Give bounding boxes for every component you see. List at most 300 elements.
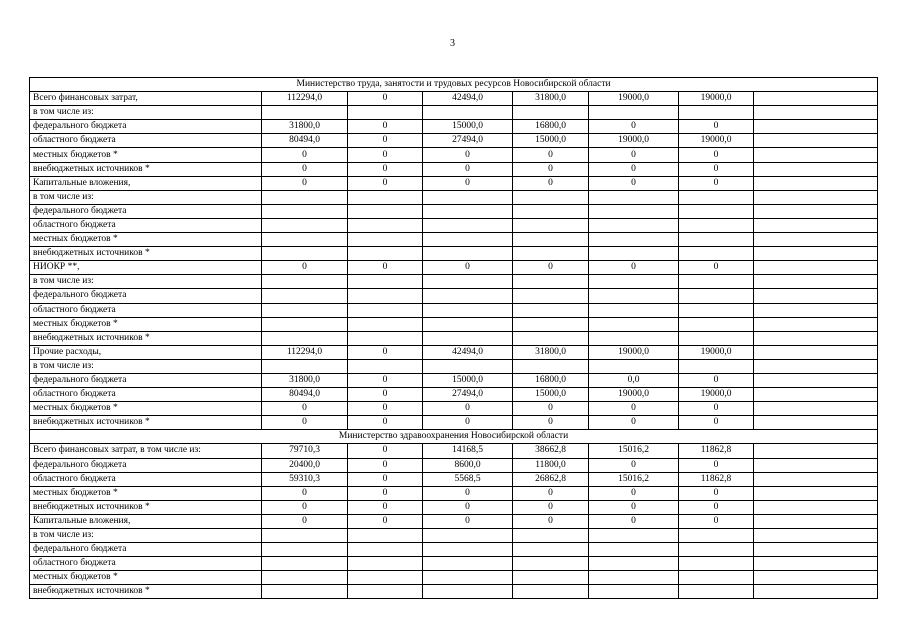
- row-label-cell: местных бюджетов *: [30, 233, 262, 247]
- value-cell: 0: [679, 261, 754, 275]
- value-cell: [513, 543, 589, 557]
- value-cell: [589, 303, 679, 317]
- value-cell: [262, 303, 348, 317]
- value-cell: [262, 529, 348, 543]
- table-row: [30, 176, 878, 190]
- value-cell: [423, 218, 513, 232]
- value-cell: [513, 204, 589, 218]
- table-row: [30, 388, 878, 402]
- row-label-cell: местных бюджетов *: [30, 317, 262, 331]
- value-cell: [679, 303, 754, 317]
- value-cell: [589, 106, 679, 120]
- value-cell: [348, 275, 423, 289]
- table-row: [30, 472, 878, 486]
- value-cell: 0: [679, 514, 754, 528]
- value-cell: [423, 275, 513, 289]
- value-cell: 0: [348, 373, 423, 387]
- value-cell: [348, 247, 423, 261]
- value-cell: [754, 402, 878, 416]
- value-cell: [513, 317, 589, 331]
- value-cell: [423, 233, 513, 247]
- value-cell: [754, 92, 878, 106]
- row-label-cell: в том числе из:: [30, 529, 262, 543]
- value-cell: [589, 190, 679, 204]
- value-cell: [423, 557, 513, 571]
- row-label-cell: внебюджетных источников *: [30, 162, 262, 176]
- value-cell: [589, 247, 679, 261]
- value-cell: 0: [513, 261, 589, 275]
- value-cell: [262, 331, 348, 345]
- table-row: [30, 402, 878, 416]
- value-cell: 0: [679, 373, 754, 387]
- table-row: [30, 92, 878, 106]
- value-cell: 0: [679, 458, 754, 472]
- table-row: [30, 261, 878, 275]
- value-cell: 0: [513, 176, 589, 190]
- table-row: [30, 331, 878, 345]
- value-cell: 0: [262, 416, 348, 430]
- value-cell: [754, 500, 878, 514]
- row-label-cell: областного бюджета: [30, 303, 262, 317]
- value-cell: 16800,0: [513, 120, 589, 134]
- value-cell: [679, 557, 754, 571]
- table-row: [30, 204, 878, 218]
- value-cell: [754, 162, 878, 176]
- value-cell: [423, 204, 513, 218]
- value-cell: [679, 190, 754, 204]
- value-cell: [754, 345, 878, 359]
- value-cell: 0: [348, 458, 423, 472]
- value-cell: 0: [589, 148, 679, 162]
- value-cell: 19000,0: [679, 92, 754, 106]
- value-cell: [348, 359, 423, 373]
- value-cell: 0: [513, 402, 589, 416]
- value-cell: [754, 373, 878, 387]
- value-cell: 0: [262, 402, 348, 416]
- value-cell: [348, 529, 423, 543]
- value-cell: [679, 317, 754, 331]
- value-cell: 0: [262, 500, 348, 514]
- value-cell: 27494,0: [423, 388, 513, 402]
- value-cell: 0: [348, 92, 423, 106]
- value-cell: [423, 247, 513, 261]
- table-row: [30, 514, 878, 528]
- row-label-cell: федерального бюджета: [30, 373, 262, 387]
- row-label-cell: Прочие расходы,: [30, 345, 262, 359]
- value-cell: [589, 317, 679, 331]
- row-label-cell: в том числе из:: [30, 359, 262, 373]
- value-cell: [262, 218, 348, 232]
- row-label-cell: местных бюджетов *: [30, 148, 262, 162]
- row-label-cell: федерального бюджета: [30, 289, 262, 303]
- value-cell: 0: [589, 458, 679, 472]
- value-cell: [679, 359, 754, 373]
- table-row: [30, 585, 878, 599]
- table-row: [30, 134, 878, 148]
- page-number: 3: [450, 38, 455, 49]
- value-cell: [679, 585, 754, 599]
- value-cell: [754, 388, 878, 402]
- value-cell: [589, 557, 679, 571]
- table-row: [30, 571, 878, 585]
- value-cell: 19000,0: [589, 388, 679, 402]
- value-cell: 0: [348, 514, 423, 528]
- value-cell: [513, 529, 589, 543]
- value-cell: [513, 557, 589, 571]
- value-cell: 31800,0: [262, 120, 348, 134]
- value-cell: [679, 204, 754, 218]
- row-label-cell: внебюджетных источников *: [30, 416, 262, 430]
- value-cell: [348, 303, 423, 317]
- value-cell: [513, 247, 589, 261]
- value-cell: 19000,0: [589, 92, 679, 106]
- value-cell: 80494,0: [262, 134, 348, 148]
- value-cell: 80494,0: [262, 388, 348, 402]
- value-cell: [589, 543, 679, 557]
- row-label-cell: Всего финансовых затрат, в том числе из:: [30, 444, 262, 458]
- value-cell: 0: [262, 162, 348, 176]
- value-cell: [348, 543, 423, 557]
- value-cell: [423, 359, 513, 373]
- value-cell: [754, 190, 878, 204]
- value-cell: 0: [589, 120, 679, 134]
- value-cell: [679, 247, 754, 261]
- row-label-cell: Капитальные вложения,: [30, 514, 262, 528]
- value-cell: 0: [262, 514, 348, 528]
- value-cell: 0: [348, 472, 423, 486]
- value-cell: [754, 331, 878, 345]
- value-cell: 0: [262, 486, 348, 500]
- value-cell: 0: [348, 416, 423, 430]
- row-label-cell: в том числе из:: [30, 106, 262, 120]
- value-cell: [423, 106, 513, 120]
- value-cell: [754, 585, 878, 599]
- value-cell: [348, 218, 423, 232]
- value-cell: 0: [679, 176, 754, 190]
- value-cell: [754, 120, 878, 134]
- value-cell: [423, 585, 513, 599]
- value-cell: [262, 289, 348, 303]
- value-cell: 0: [589, 500, 679, 514]
- value-cell: [348, 106, 423, 120]
- value-cell: 15000,0: [513, 388, 589, 402]
- value-cell: 0: [513, 416, 589, 430]
- value-cell: 0: [423, 416, 513, 430]
- value-cell: 15000,0: [513, 134, 589, 148]
- value-cell: 0: [348, 120, 423, 134]
- value-cell: [679, 233, 754, 247]
- value-cell: 0: [348, 162, 423, 176]
- value-cell: [262, 247, 348, 261]
- row-label-cell: Всего финансовых затрат,: [30, 92, 262, 106]
- value-cell: 0: [348, 134, 423, 148]
- value-cell: 0: [589, 402, 679, 416]
- table-row: [30, 233, 878, 247]
- value-cell: [589, 529, 679, 543]
- table-row: [30, 162, 878, 176]
- value-cell: [754, 134, 878, 148]
- value-cell: [754, 571, 878, 585]
- value-cell: 15000,0: [423, 373, 513, 387]
- value-cell: [348, 233, 423, 247]
- value-cell: 0: [423, 162, 513, 176]
- row-label-cell: областного бюджета: [30, 557, 262, 571]
- table-row: [30, 106, 878, 120]
- value-cell: [754, 176, 878, 190]
- value-cell: 0: [589, 416, 679, 430]
- value-cell: 0: [589, 261, 679, 275]
- value-cell: 14168,5: [423, 444, 513, 458]
- table-row: [30, 303, 878, 317]
- value-cell: 0: [262, 176, 348, 190]
- value-cell: 0: [423, 148, 513, 162]
- value-cell: 5568,5: [423, 472, 513, 486]
- value-cell: [423, 303, 513, 317]
- value-cell: [754, 458, 878, 472]
- value-cell: [513, 331, 589, 345]
- value-cell: [348, 557, 423, 571]
- value-cell: 15016,2: [589, 444, 679, 458]
- value-cell: [754, 557, 878, 571]
- value-cell: [348, 317, 423, 331]
- value-cell: [513, 359, 589, 373]
- value-cell: [262, 585, 348, 599]
- value-cell: [589, 289, 679, 303]
- value-cell: [754, 472, 878, 486]
- table-row: [30, 543, 878, 557]
- value-cell: 0: [348, 444, 423, 458]
- value-cell: [679, 275, 754, 289]
- value-cell: [262, 317, 348, 331]
- value-cell: 31800,0: [262, 373, 348, 387]
- table-row: [30, 359, 878, 373]
- value-cell: [262, 190, 348, 204]
- value-cell: 0: [513, 514, 589, 528]
- row-label-cell: местных бюджетов *: [30, 571, 262, 585]
- row-label-cell: местных бюджетов *: [30, 402, 262, 416]
- value-cell: [513, 289, 589, 303]
- row-label-cell: областного бюджета: [30, 134, 262, 148]
- value-cell: [754, 289, 878, 303]
- value-cell: 0: [513, 148, 589, 162]
- value-cell: [754, 416, 878, 430]
- section-title: Министерство труда, занятости и трудовых ресурсов Новосибирской области: [30, 78, 878, 92]
- section-header-row: [30, 430, 878, 444]
- row-label-cell: внебюджетных источников *: [30, 585, 262, 599]
- value-cell: 27494,0: [423, 134, 513, 148]
- table-row: [30, 486, 878, 500]
- value-cell: [754, 444, 878, 458]
- value-cell: 0: [262, 261, 348, 275]
- value-cell: 0: [679, 500, 754, 514]
- section-title: Министерство здравоохранения Новосибирской области: [30, 430, 878, 444]
- value-cell: [679, 289, 754, 303]
- table-row: [30, 218, 878, 232]
- table-row: [30, 416, 878, 430]
- value-cell: 0: [348, 261, 423, 275]
- value-cell: 42494,0: [423, 345, 513, 359]
- value-cell: 0: [679, 148, 754, 162]
- value-cell: [589, 275, 679, 289]
- row-label-cell: в том числе из:: [30, 190, 262, 204]
- value-cell: 0: [348, 402, 423, 416]
- value-cell: 11862,8: [679, 444, 754, 458]
- table-row: [30, 289, 878, 303]
- value-cell: 19000,0: [679, 134, 754, 148]
- value-cell: [754, 106, 878, 120]
- value-cell: [513, 190, 589, 204]
- row-label-cell: федерального бюджета: [30, 458, 262, 472]
- table-row: [30, 500, 878, 514]
- value-cell: [348, 331, 423, 345]
- value-cell: 31800,0: [513, 92, 589, 106]
- value-cell: 0: [423, 514, 513, 528]
- value-cell: 11862,8: [679, 472, 754, 486]
- value-cell: [423, 289, 513, 303]
- table-row: [30, 529, 878, 543]
- value-cell: [348, 204, 423, 218]
- value-cell: [513, 303, 589, 317]
- table-row: [30, 275, 878, 289]
- value-cell: 0: [262, 148, 348, 162]
- value-cell: 19000,0: [589, 134, 679, 148]
- value-cell: [589, 585, 679, 599]
- value-cell: [589, 359, 679, 373]
- value-cell: [589, 571, 679, 585]
- value-cell: [262, 571, 348, 585]
- value-cell: [679, 571, 754, 585]
- table-row: [30, 317, 878, 331]
- table-row: [30, 557, 878, 571]
- value-cell: [754, 317, 878, 331]
- value-cell: [513, 218, 589, 232]
- value-cell: 19000,0: [679, 345, 754, 359]
- section-header-row: [30, 78, 878, 92]
- value-cell: 0: [589, 486, 679, 500]
- value-cell: [262, 275, 348, 289]
- value-cell: 0: [348, 500, 423, 514]
- table-row: [30, 373, 878, 387]
- value-cell: 0: [348, 345, 423, 359]
- table-row: [30, 247, 878, 261]
- value-cell: 19000,0: [679, 388, 754, 402]
- value-cell: [679, 218, 754, 232]
- value-cell: 0: [348, 486, 423, 500]
- row-label-cell: внебюджетных источников *: [30, 247, 262, 261]
- value-cell: [423, 190, 513, 204]
- value-cell: 0: [589, 514, 679, 528]
- value-cell: [348, 571, 423, 585]
- value-cell: [679, 106, 754, 120]
- value-cell: 38662,8: [513, 444, 589, 458]
- value-cell: 20400,0: [262, 458, 348, 472]
- value-cell: 112294,0: [262, 92, 348, 106]
- value-cell: [679, 543, 754, 557]
- value-cell: [754, 543, 878, 557]
- value-cell: 0: [348, 176, 423, 190]
- value-cell: 112294,0: [262, 345, 348, 359]
- financing-table: [29, 77, 878, 599]
- value-cell: 0: [423, 486, 513, 500]
- value-cell: [589, 233, 679, 247]
- value-cell: [589, 204, 679, 218]
- row-label-cell: областного бюджета: [30, 388, 262, 402]
- value-cell: [754, 275, 878, 289]
- row-label-cell: областного бюджета: [30, 472, 262, 486]
- value-cell: [679, 529, 754, 543]
- value-cell: [262, 557, 348, 571]
- value-cell: 0: [513, 162, 589, 176]
- table-row: [30, 120, 878, 134]
- value-cell: [348, 190, 423, 204]
- value-cell: [754, 261, 878, 275]
- value-cell: 0: [513, 486, 589, 500]
- value-cell: 0: [423, 261, 513, 275]
- row-label-cell: федерального бюджета: [30, 204, 262, 218]
- value-cell: [262, 543, 348, 557]
- value-cell: 0: [423, 500, 513, 514]
- row-label-cell: местных бюджетов *: [30, 486, 262, 500]
- value-cell: 8600,0: [423, 458, 513, 472]
- value-cell: [679, 331, 754, 345]
- value-cell: [513, 585, 589, 599]
- value-cell: 0: [679, 486, 754, 500]
- value-cell: [513, 275, 589, 289]
- value-cell: 26862,8: [513, 472, 589, 486]
- value-cell: [754, 233, 878, 247]
- value-cell: 59310,3: [262, 472, 348, 486]
- value-cell: 0: [589, 176, 679, 190]
- value-cell: 0: [679, 120, 754, 134]
- value-cell: [262, 106, 348, 120]
- value-cell: [754, 247, 878, 261]
- value-cell: [754, 359, 878, 373]
- value-cell: [262, 204, 348, 218]
- value-cell: [423, 543, 513, 557]
- row-label-cell: федерального бюджета: [30, 120, 262, 134]
- value-cell: 0: [679, 402, 754, 416]
- value-cell: 0,0: [589, 373, 679, 387]
- value-cell: [754, 148, 878, 162]
- row-label-cell: федерального бюджета: [30, 543, 262, 557]
- value-cell: 31800,0: [513, 345, 589, 359]
- value-cell: [513, 106, 589, 120]
- value-cell: [423, 571, 513, 585]
- value-cell: 15016,2: [589, 472, 679, 486]
- row-label-cell: НИОКР **,: [30, 261, 262, 275]
- table-row: [30, 190, 878, 204]
- value-cell: [754, 529, 878, 543]
- value-cell: 0: [423, 402, 513, 416]
- value-cell: 11800,0: [513, 458, 589, 472]
- value-cell: 16800,0: [513, 373, 589, 387]
- value-cell: 0: [589, 162, 679, 176]
- value-cell: [754, 486, 878, 500]
- value-cell: [754, 218, 878, 232]
- table-row: [30, 458, 878, 472]
- row-label-cell: в том числе из:: [30, 275, 262, 289]
- table-row: [30, 444, 878, 458]
- table-row: [30, 345, 878, 359]
- value-cell: [423, 317, 513, 331]
- value-cell: [262, 233, 348, 247]
- value-cell: 42494,0: [423, 92, 513, 106]
- value-cell: 0: [348, 388, 423, 402]
- row-label-cell: внебюджетных источников *: [30, 500, 262, 514]
- value-cell: [754, 204, 878, 218]
- row-label-cell: Капитальные вложения,: [30, 176, 262, 190]
- value-cell: 19000,0: [589, 345, 679, 359]
